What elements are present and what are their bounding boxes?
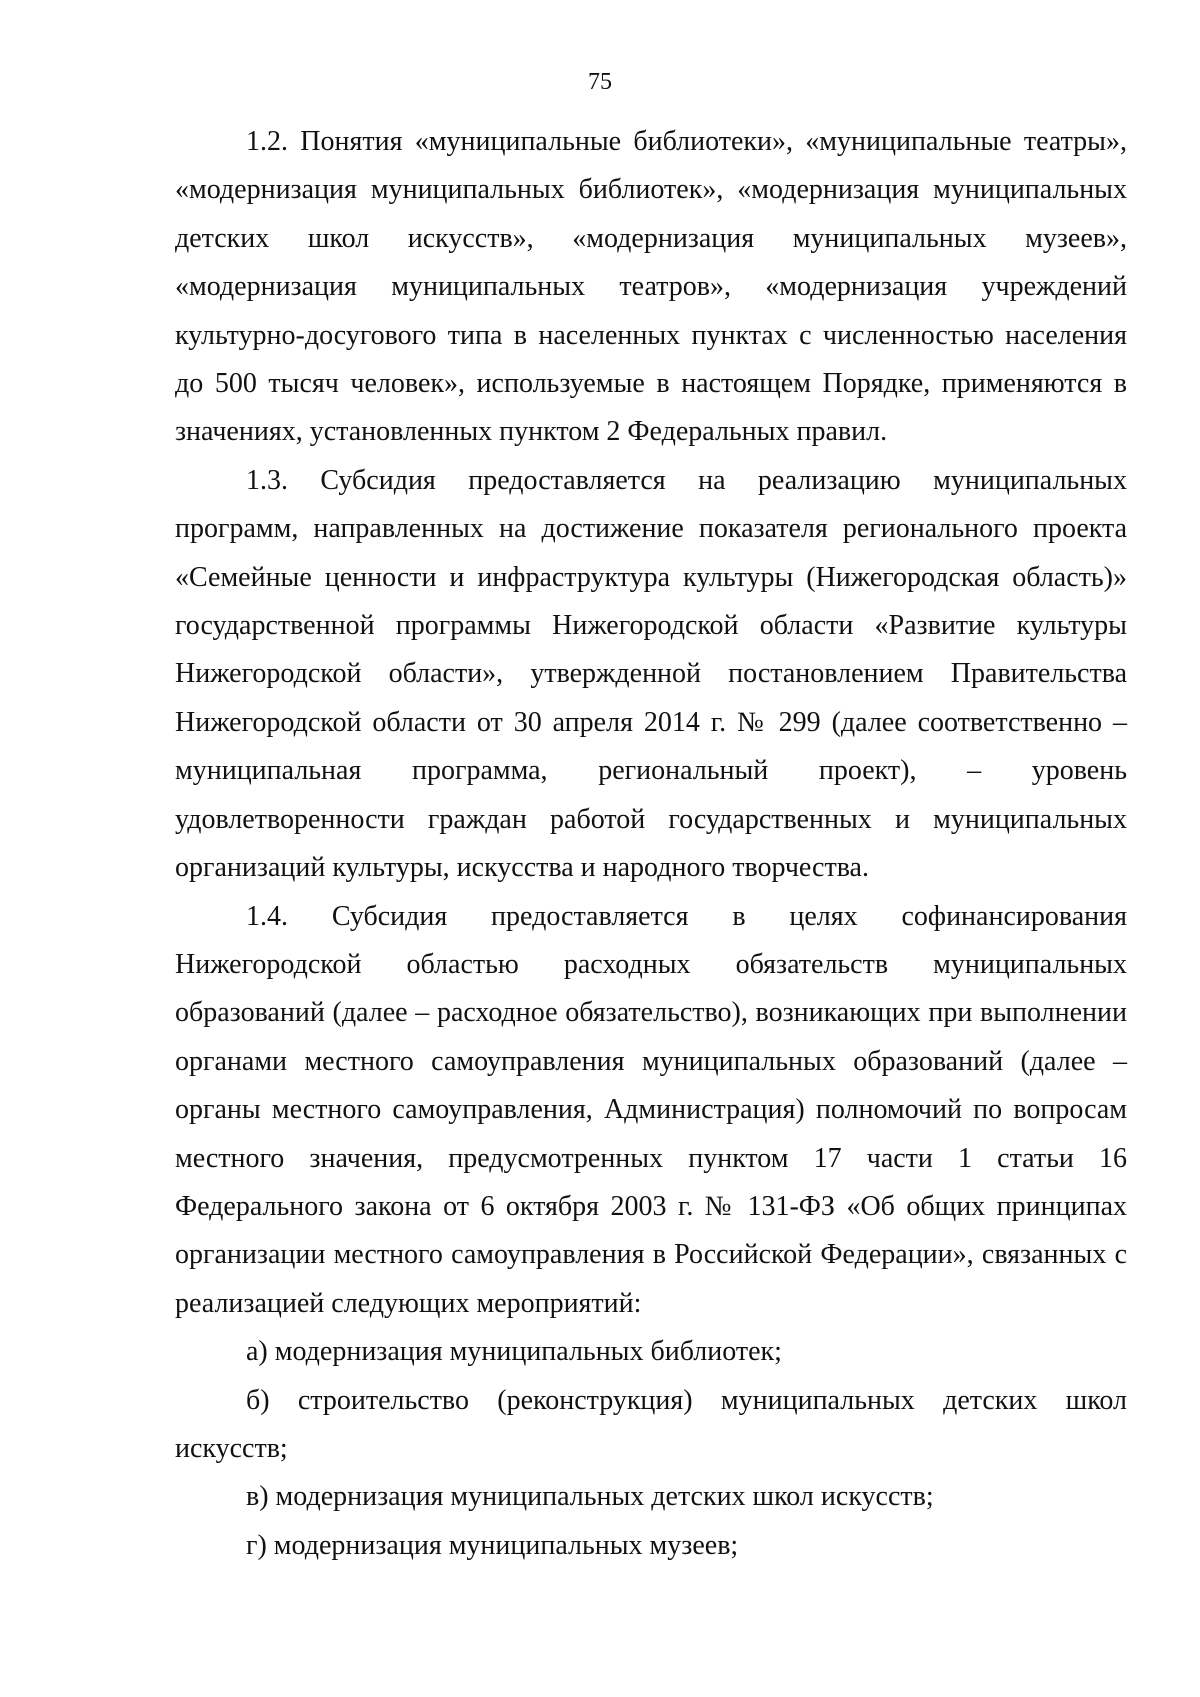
paragraph-1-2: 1.2. Понятия «муниципальные библиотеки», «муниципальные театры», «модернизация муниципальных библиотек», «модернизация муниципальных детских школ искусств», «модернизация муниципальных музеев», «модернизация муниципальных театров», «модернизация учреждений культурно-досугового типа в населенных пунктах с численностью населения до 500 тысяч человек», используемые в настоящем Порядке, применяются в значениях, установленных пунктом 2 Федеральных правил. [175,126,1127,448]
list-item-a: а) модернизация муниципальных библиотек; [246,1336,782,1368]
paragraph-1-4: 1.4. Субсидия предоставляется в целях софинансирования Нижегородской областью расходных обязательств муниципальных образований (далее – расходное обязательство), возникающих при выполнении органами местного самоуправления муниципальных образований (далее – органы местного самоуправления, Администрация) полномочий по вопросам местного значения, предусмотренных пунктом 17 части 1 статьи 16 Федерального закона от 6 октября 2003 г. № 131-ФЗ «Об общих принципах организации местного самоуправления в Российской Федерации», связанных с реализацией следующих мероприятий: [175,900,1127,1319]
paragraph-1-3: 1.3. Субсидия предоставляется на реализацию муниципальных программ, направленных на достижение показателя регионального проекта «Семейные ценности и инфраструктура культуры (Нижегородская область)» государственной программы Нижегородской области «Развитие культуры Нижегородской области», утвержденной постановлением Правительства Нижегородской области от 30 апреля 2014 г. № 299 (далее соответственно – муниципальная программа, региональный проект), – уровень удовлетворенности граждан работой государственных и муниципальных организаций культуры, искусства и народного творчества. [175,464,1127,884]
list-item-v: в) модернизация муниципальных детских школ искусств; [246,1481,934,1513]
list-item-b: б) строительство (реконструкция) муниципальных детских школ искусств; [175,1384,1127,1464]
page-number: 75 [588,69,612,95]
document-body [175,118,1127,1570]
list-item-g: г) модернизация муниципальных музеев; [246,1529,739,1561]
